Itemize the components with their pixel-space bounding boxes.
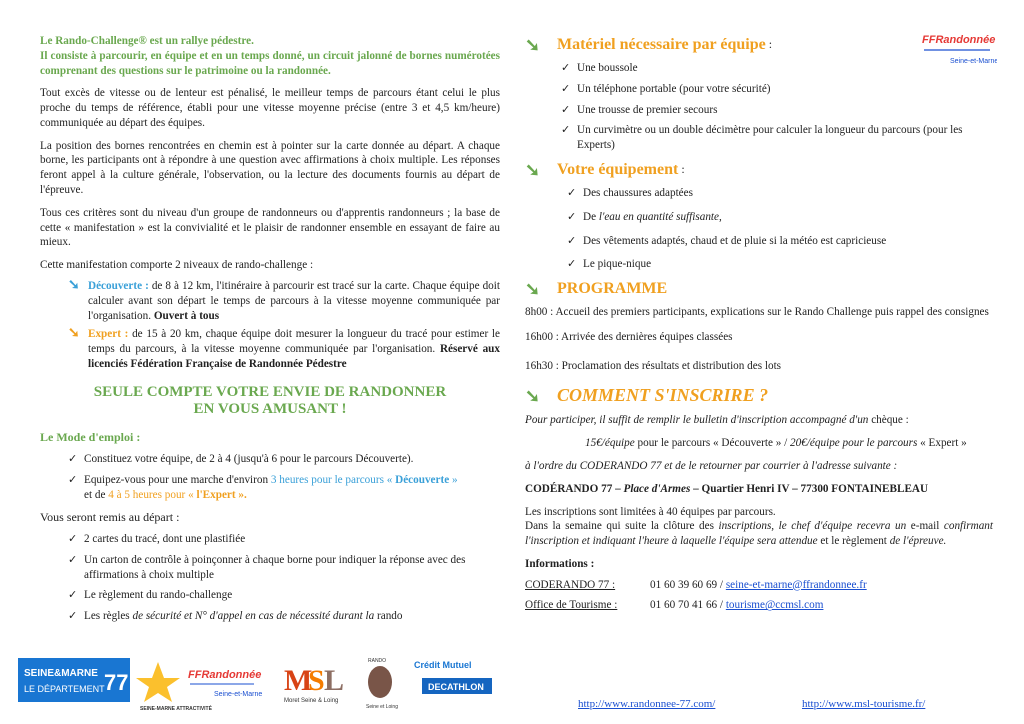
level-text: de 15 à 20 km, chaque équipe doit mesurer la longueur du tracé pour estimer le temps du parcours, à la vitesse moyenne communiquée par l'organisation. (88, 328, 500, 356)
contact-row: CODERANDO 77 : 01 60 39 60 69 / seine-et-marne@ffrandonnee.fr (525, 578, 867, 591)
arrow-icon: ➘ (68, 277, 80, 293)
level-bold: Ouvert à tous (153, 309, 220, 322)
intro-paragraph-3: Tous ces critères sont du niveau d'un groupe de randonneurs ou d'apprentis randonneurs ; la base de cette « manifestation » est la convivialité et le plaisir de randonner ensemble en essayant de faire au mieux. (40, 206, 500, 249)
programme-item: 8h00 : Accueil des premiers participants, explications sur le Rando Challenge puis rappel des consignes (525, 306, 989, 319)
equipement-list (567, 186, 993, 272)
list-item: ✓ Le pique-nique (567, 258, 652, 271)
svg-text:S: S (308, 664, 325, 697)
arrow-icon: ➘ (525, 385, 541, 406)
programme-item: 16h30 : Proclamation des résultats et distribution des lots (525, 359, 782, 372)
check-icon: ✓ (68, 473, 78, 486)
programme-item: 16h00 : Arrivée des dernières équipes classées (525, 331, 733, 344)
seine-et-marne-logo (18, 658, 130, 702)
slogan-line-1: SEULE COMPTE VOTRE ENVIE DE RANDONNER (93, 383, 447, 400)
slogan-line-2: EN VOUS AMUSANT ! (193, 400, 347, 417)
address: CODÉRANDO 77 – Place d'Armes – Quartier Henri IV – 77300 FONTAINEBLEAU (525, 482, 929, 495)
list-item: ✓ 2 cartes du tracé, dont une plastifiée (68, 533, 246, 546)
tourisme-url-link[interactable]: http://www.msl-tourisme.fr/ (802, 698, 926, 710)
check-icon: ✓ (68, 452, 78, 465)
email-link[interactable]: tourisme@ccmsl.com (725, 599, 824, 612)
svg-text:77: 77 (104, 670, 129, 695)
materiel-heading: ➘ Matériel nécessaire par équipe : (525, 34, 773, 55)
list-item: ✓ Le règlement du rando-challenge (68, 589, 233, 602)
contact-row: Office de Tourisme : 01 60 70 41 66 / tourisme@ccmsl.com (525, 599, 824, 612)
level-name: Expert : (88, 328, 129, 341)
svg-text:Moret Seine & Loing: Moret Seine & Loing (284, 698, 339, 704)
intro-lead-line2: Il consiste à parcourir, en équipe et en un temps donné, un circuit jalonné de bornes numérotées comprenant des questions sur le patrimoine ou la randonnée. (40, 49, 500, 77)
list-item: ✓ Equipez-vous pour une marche d'environ 3 heures pour le parcours « Découverte » et de 4 à 5 heures pour « l'Expert ». (68, 473, 458, 501)
list-item: ✓ Des vêtements adaptés, chaud et de pluie si la météo est capricieuse (567, 234, 887, 247)
level-text: de 8 à 12 km, l'itinéraire à parcourir est tracé sur la carte. Chaque équipe doit calculer avant son départ le temps de parcours à la vitesse moyenne communiquée par l'organisation. (88, 279, 500, 322)
svg-text:Crédit Mutuel: Crédit Mutuel (414, 660, 472, 670)
inscription: Pour participer, il suffit de remplir le bulletin d'inscription accompagné d'un chèque : 15€/équipe pour le parcours « Découverte » / 20€/équipe pour le parcours « Expert » à l'ordre du CODERANDO 77 et de le retourner par courrier à l'adresse suivante : CODÉRANDO 77 – Place d'Armes – Quartier Henri IV – 77300 FONTAINEBLEAU Les inscriptions sont limitées à 40 équipes par parcours. Dans la semaine qui suite la clôture des inscriptions, le chef d'équipe recevra un e-mail confirmant l'inscription et indiquant l'heure à laquelle l'équipe sera attendue et le règlement de l'épreuve. Informations : CODERANDO 77 : 01 60 39 60 69 / seine-et-marne@ffrandonnee.fr Office de Tourisme : 01 60 70 41 66 / tourisme@ccmsl.com (525, 414, 993, 612)
programme-heading: ➘ PROGRAMME (525, 278, 668, 299)
list-item: ✓ Une boussole (561, 62, 638, 75)
partner-logos (18, 652, 498, 714)
arrow-icon: ➘ (525, 278, 541, 299)
check-icon: ✓ (561, 103, 571, 116)
inscrire-heading: ➘ COMMENT S'INSCRIRE ? (525, 384, 769, 406)
msl-logo (284, 664, 344, 704)
intro-paragraph-1: Tout excès de vitesse ou de lenteur est pénalisé, le meilleur temps de parcours étant celui le plus proche du temps de référence, établi pour une vitesse moyenne précise (entre 3 et 4,5 km/heure) communiquée au départ des équipes. (40, 87, 500, 129)
remis-list (68, 532, 500, 624)
check-icon: ✓ (68, 533, 78, 546)
level-name: Découverte : (88, 279, 149, 292)
check-icon: ✓ (561, 62, 571, 75)
slogan (40, 384, 500, 419)
svg-text:LE DÉPARTEMENT: LE DÉPARTEMENT (24, 684, 105, 694)
email-link[interactable]: seine-et-marne@ffrandonnee.fr (725, 578, 867, 591)
svg-text:RANDO: RANDO (368, 658, 387, 664)
list-item: ✓ Constituez votre équipe, de 2 à 4 (jusqu'à 6 pour le parcours Découverte). (68, 452, 414, 465)
arrow-icon: ➘ (68, 326, 80, 342)
level-bold: Réservé aux licenciés Fédération Française de Randonnée Pédestre (88, 343, 500, 370)
svg-text:SEINE-MARNE ATTRACTIVITÉ: SEINE-MARNE ATTRACTIVITÉ (140, 706, 212, 712)
list-item: ✓ Un téléphone portable (pour votre sécurité) (561, 82, 771, 95)
info-title: Informations : (525, 557, 595, 570)
svg-text:L: L (324, 664, 345, 697)
programme (525, 305, 993, 373)
check-icon: ✓ (561, 124, 571, 137)
svg-text:FFRandonnée: FFRandonnée (188, 669, 262, 681)
arrow-icon: ➘ (525, 34, 541, 55)
intro-paragraph-2: La position des bornes rencontrées en chemin est à pointer sur la carte donnée au départ. A chaque borne, les participants ont à répondre à une question avec affirmations à choix multiple. Les réponses feront appel à la culture générale, l'observation, ou la lecture des documents fournis au départ de l'épreuve. (40, 139, 500, 197)
ffrandonnee-logo (922, 30, 997, 70)
equipement-heading: ➘ Votre équipement : (525, 159, 685, 180)
arrow-icon: ➘ (525, 159, 541, 180)
check-icon: ✓ (561, 82, 571, 95)
remis-title: Vous seront remis au départ : (40, 510, 180, 525)
mode-title: Le Mode d'emploi : (40, 430, 141, 445)
intro-lead-line1: Le Rando-Challenge® est un rallye pédestre. (40, 35, 254, 47)
list-item: ✓ Un curvimètre ou un double décimètre pour calculer la longueur du parcours (pour les Experts) (561, 124, 963, 152)
svg-text:Seine et Loing: Seine et Loing (366, 704, 398, 710)
materiel-list (561, 61, 993, 153)
list-item: ✓ Une trousse de premier secours (561, 103, 718, 116)
intro-lead (40, 34, 500, 78)
list-item: ✓ De l'eau en quantité suffisante, (567, 210, 722, 223)
rando-logo (366, 658, 398, 710)
left-column (40, 34, 500, 630)
check-icon: ✓ (567, 234, 577, 247)
list-item: ✓ Un carton de contrôle à poinçonner à chaque borne pour indiquer la réponse avec des affirmations à choix multiple (68, 553, 466, 581)
level-list (68, 279, 500, 372)
svg-text:DECATHLON: DECATHLON (428, 682, 484, 692)
right-column (525, 34, 996, 619)
intro (40, 34, 500, 273)
randonnee-url-link[interactable]: http://www.randonnee-77.com/ (578, 698, 716, 710)
svg-text:SEINE&MARNE: SEINE&MARNE (24, 668, 98, 679)
list-item: ✓ Les règles de sécurité et N° d'appel en cas de nécessité durant la rando (68, 610, 403, 623)
list-item: ✓ Des chaussures adaptées (567, 187, 693, 200)
check-icon: ✓ (68, 610, 78, 623)
level-decouverte (68, 279, 500, 323)
level-expert (68, 327, 500, 371)
svg-text:Seine-et-Marne: Seine-et-Marne (214, 691, 263, 698)
check-icon: ✓ (567, 258, 577, 271)
svg-text:FFRandonnée: FFRandonnée (922, 34, 996, 46)
ffrandonnee-footer-logo (188, 669, 262, 698)
credit-mutuel-logo (414, 660, 492, 694)
check-icon: ✓ (68, 589, 78, 602)
check-icon: ✓ (68, 553, 78, 566)
svg-text:M: M (284, 664, 313, 697)
intro-paragraph-4: Cette manifestation comporte 2 niveaux de rando-challenge : (40, 259, 314, 272)
check-icon: ✓ (567, 210, 577, 223)
check-icon: ✓ (567, 187, 577, 200)
svg-text:Seine-et-Marne: Seine-et-Marne (950, 58, 997, 65)
mode-list (68, 452, 500, 502)
